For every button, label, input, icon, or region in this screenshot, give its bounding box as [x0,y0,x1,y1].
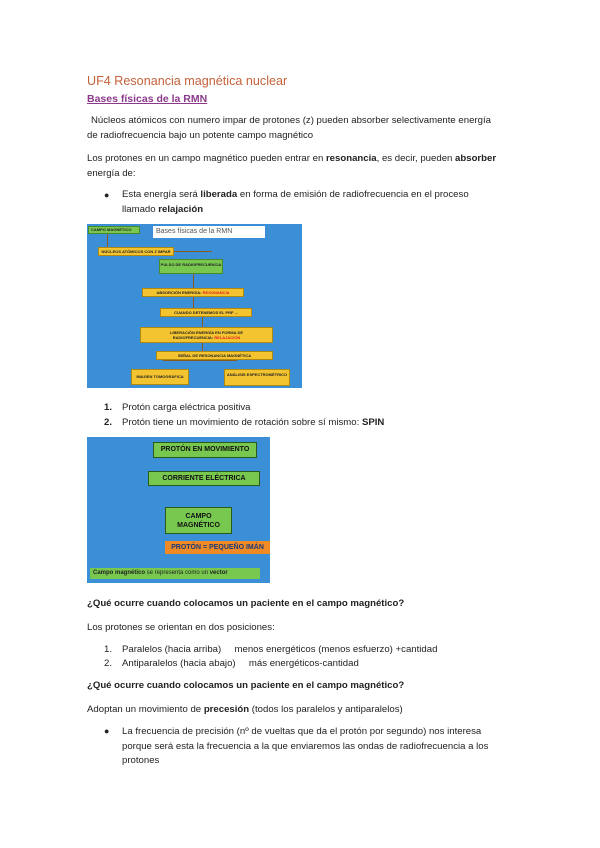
list1-item-2-bold: SPIN [361,417,385,428]
bullet1-text-3: llamado [122,204,159,215]
list1-item-1: Protón carga eléctrica positiva [122,402,251,413]
resonance-text-1: Los protones en un campo magnético pueden entrar en [87,153,326,164]
page-title: UF4 Resonancia magnética nuclear [87,74,288,88]
bullet1-bold-1: liberada [200,189,238,200]
box-corriente: CORRIENTE ELÉCTRICA [148,471,260,486]
resonance-bold-2: absorber [455,153,497,164]
bullet-dot-2: ● [104,726,110,736]
liberacion-text-1: LIBERACIÓN ENERGÍA EN FORMA DE [169,330,244,335]
list2-num-2: 2. [104,658,113,669]
bullet1-text-2: en forma de emisión de radiofrecuencia en el proceso [237,189,469,200]
precession-text [87,704,403,716]
list2-item-1: Paralelos (hacia arriba) menos energéticos (menos esfuerzo) +cantidad [122,644,438,655]
precession-text-2: (todos los paralelos y antiparalelos) [249,704,403,715]
list1-item-2 [122,417,384,429]
foot-bold-2: vector [209,570,228,576]
orientation-text: Los protones se orientan en dos posiciones: [87,622,275,633]
box-absorcion [142,288,244,297]
liberacion-text-2: RADIOFRECUENCIA: [172,335,215,340]
campo-text-2: MAGNÉTICO [177,522,220,529]
bullet2-line1: La frecuencia de precisión (nº de vueltas que da el protón por segundo) nos interesa [122,726,482,737]
box-senal: SEÑAL DE RESONANCIA MAGNÉTICA [156,351,273,360]
bullet-dot-1: ● [104,190,110,200]
bullet1-text-1: Esta energía será [122,189,201,200]
list2-item-2: Antiparalelos (hacia abajo) más energéticos-cantidad [122,658,359,669]
bullet2-line2: porque será esta la frecuencia a la que enviaremos las ondas de radiofrecuencia a los [122,741,489,752]
box-analisis: ANÁLISIS ESPECTROMÉTRICO [224,369,290,386]
foot-bold-1: Campo magnético [93,570,146,576]
resonance-bold-1: resonancia [325,153,377,164]
list1-num-1: 1. [104,402,113,413]
resonance-paragraph [87,153,496,165]
rmn-flow-diagram [87,224,302,388]
liberacion-red-text: RELAJACIÓN [214,335,241,340]
list2-num-1: 1. [104,644,113,655]
bullet1-line2 [122,204,203,216]
question-1: ¿Qué ocurre cuando colocamos un paciente en el campo magnético? [87,598,405,609]
box-campo-magnetico: CAMPO MAGNÉTICO [88,226,140,234]
box-proton-movimiento: PROTÓN EN MOVIMIENTO [153,442,257,458]
vector-caption [90,568,260,579]
precession-bold: precesión [203,704,250,715]
box-nucleos: NÚCLEOS ATÓMICOS CON Z IMPAR [98,247,174,256]
proton-diagram [87,437,270,583]
box-proton-iman: PROTÓN = PEQUEÑO IMÁN [165,541,270,554]
section-subtitle: Bases físicas de la RMN [87,93,208,105]
question-2: ¿Qué ocurre cuando colocamos un paciente en el campo magnético? [87,680,405,691]
bullet1-bold-2: relajación [158,204,204,215]
list1-num-2: 2. [104,417,113,428]
diagram-header: Bases físicas de la RMN [153,226,265,238]
list1-item-2-text: Protón tiene un movimiento de rotación sobre sí mismo: [122,417,362,428]
box-cuando: CUANDO DETENEMOS EL PRF ... [160,308,252,317]
resonance-line-2: energía de: [87,168,136,179]
absorcion-text: ABSORCIÓN ENERGÍA: [156,290,203,295]
foot-text: se representa como un [145,570,210,576]
campo-text-1: CAMPO [185,513,212,520]
absorcion-red-text: RESONANCIA [202,290,230,295]
resonance-text-2: , es decir, pueden [376,153,456,164]
box-liberacion [140,327,273,343]
box-imagen: IMAGEN TOMOGRÁFICA [131,369,189,385]
precession-text-1: Adoptan un movimiento de [87,704,204,715]
intro-line-2: de radiofrecuencia bajo un potente campo magnético [87,130,314,141]
bullet1-line1 [122,189,469,201]
box-pulso: PULSO DE RADIOFRECUENCIA [159,259,223,274]
bullet2-line3: protones [122,755,160,766]
box-campo [165,507,232,534]
intro-line-1: Núcleos atómicos con numero impar de protones (z) pueden absorber selectivamente energía [91,115,491,126]
